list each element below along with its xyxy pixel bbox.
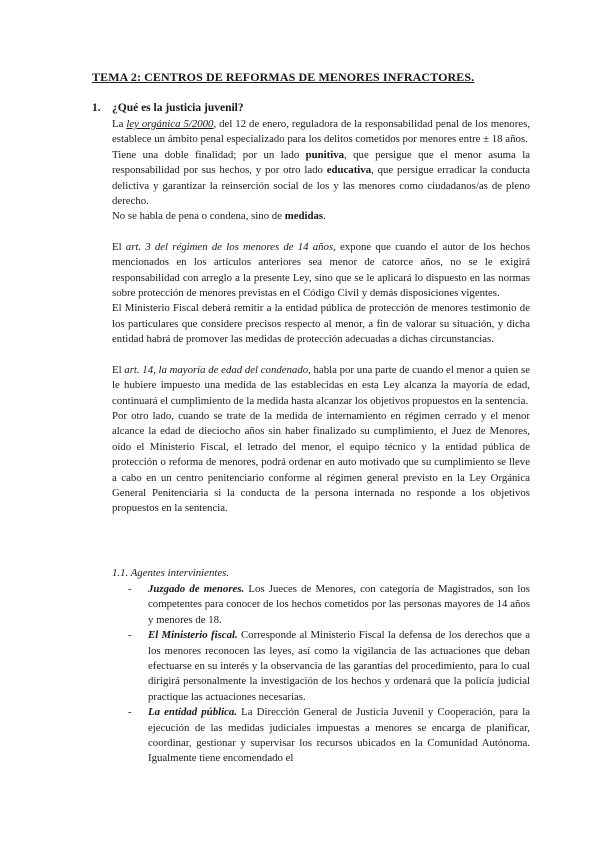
- agent-name: Juzgado de menores.: [148, 583, 245, 595]
- list-dash: -: [128, 583, 132, 595]
- section-body: [112, 117, 530, 517]
- paragraph: [112, 148, 530, 210]
- bold-term: medidas: [284, 210, 324, 223]
- text: El: [112, 240, 126, 253]
- list-dash: -: [128, 706, 132, 719]
- italic-term: art. 14, la mayoría de edad del condenado,: [124, 363, 311, 376]
- agents-list: [128, 582, 530, 767]
- bold-term: educativa: [326, 164, 372, 177]
- law-link[interactable]: ley orgánica 5/2000: [126, 118, 214, 130]
- text: habla por una parte de cuando el menor a quien se le hubiere impuesto una medida de las establecidas en esta Ley alcanza la mayoría de edad, continuará el cumplimiento de la medida hasta alcanzar los objetivos propuestos en la sentencia.: [112, 363, 530, 407]
- list-dash: -: [128, 629, 132, 642]
- agent-name: La entidad pública.: [148, 706, 237, 719]
- text: No se habla de pena o condena, sino de: [112, 210, 285, 223]
- paragraph: [112, 209, 530, 224]
- text: , del 12 de enero, reguladora de la responsabilidad penal de los menores, establece un ámbito penal especializado para los delitos cometidos por menores entre ± 18 años.: [112, 118, 530, 146]
- text: .: [323, 210, 326, 223]
- agent-text: Los Jueces de Menores, con categoría de Magistrados, son los competentes para conocer de los hechos cometidos por las personas mayores de 14 años y menores de 18.: [148, 583, 530, 626]
- section-heading: [92, 102, 244, 114]
- paragraph: Por otro lado, cuando se trate de la medida de internamiento en régimen cerrado y el menor alcance la edad de dieciocho años sin haber finalizado su cumplimiento, el Juez de Menores, oído el Ministerio Fiscal, el letrado del menor, el equipo técnico y la entidad pública de protección o reforma de menores, podrá ordenar en auto motivado que su cumplimiento se lleve a cabo en un centro penitenciario conforme al régimen general previsto en la Ley Orgánica General Penitenciaria si la conducta de la persona internada no responde a los objetivos propuestos en la sentencia.: [112, 409, 530, 515]
- paragraph: [112, 117, 530, 148]
- paragraph: [112, 240, 530, 302]
- bold-term: punitiva: [305, 148, 345, 161]
- section-number: 1.: [92, 102, 101, 114]
- paragraph: [112, 363, 530, 409]
- text: Tiene una doble finalidad; por un lado: [112, 148, 306, 161]
- paragraph: El Ministerio Fiscal deberá remitir a la entidad pública de protección de menores testimonio de los particulares que considere precisos respecto al menor, a fin de valorar su situación, y dicha entidad habrá de promover las medidas de protección adecuadas a dichas circunstancias.: [112, 302, 530, 346]
- text: La: [112, 118, 127, 130]
- agent-text: Corresponde al Ministerio Fiscal la defensa de los derechos que a los menores reconocen las leyes, así como la vigilancia de las actuaciones que deban efectuarse en su interés y la observancia de las garantías del procedimiento, para lo cual dirigirá personalmente la investigación de los hechos y ordenará que la policía judicial practique las actuaciones necesarias.: [148, 629, 531, 703]
- subsection-heading: 1.1. Agentes intervinientes.: [112, 567, 230, 579]
- italic-term: art. 3 del régimen de los menores de 14 años: [125, 240, 334, 253]
- page-title: TEMA 2: CENTROS DE REFORMAS DE MENORES INFRACTORES.: [92, 70, 475, 84]
- text: , que persigue erradicar la conducta delictiva y garantizar la reinserción social de los y las menores como ciudadanos/as de pleno derecho.: [112, 164, 530, 208]
- agent-text: La Dirección General de Justicia Juvenil y Cooperación, para la ejecución de las medidas judiciales impuestas a menores se encarga de planificar, coordinar, gestionar y supervisar los recursos ubicados en la Comunidad Autónoma. Igualmente tiene encomendado el: [148, 706, 530, 765]
- list-item: [128, 628, 530, 705]
- text: , que persigue que el menor asuma la responsabilidad por sus hechos, y por otro lado: [112, 148, 530, 177]
- agent-name: El Ministerio fiscal.: [148, 629, 238, 642]
- text: , expone que cuando el autor de los hechos mencionados en los artículos anteriores sea menor de catorce años, no se le exigirá responsabilidad con arreglo a la presente Ley, sino que se le aplicará lo dispuesto en las normas sobre protección de menores previstas en el Código Civil y demás disposiciones vigentes.: [112, 240, 530, 300]
- text: El: [112, 363, 125, 376]
- list-item: [128, 705, 530, 767]
- list-item: [128, 582, 530, 628]
- section-title: ¿Qué es la justicia juvenil?: [112, 102, 244, 114]
